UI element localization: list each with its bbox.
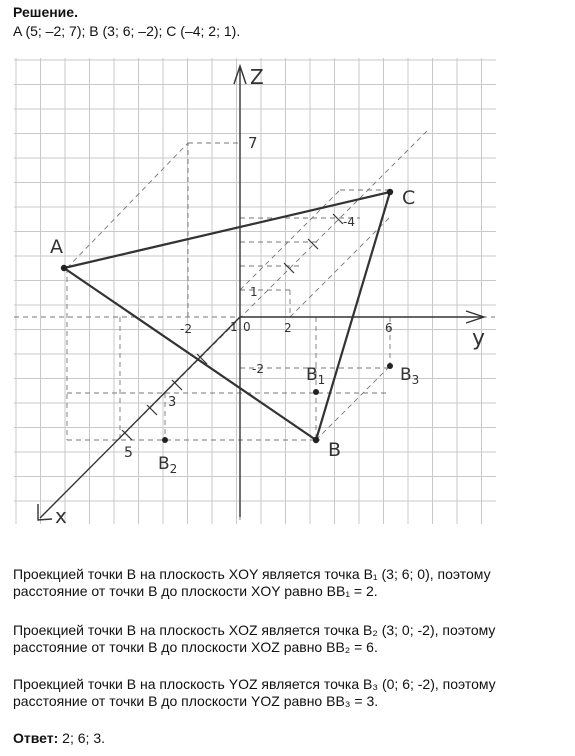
- solution-heading: Решение.: [13, 4, 78, 20]
- given-points: A (5; –2; 7); B (3; 6; –2); C (–4; 2; 1).: [13, 23, 241, 39]
- answer-label: Ответ:: [13, 730, 59, 746]
- paragraph-xoy-line2: расстояние от точки B до плоскости XOY равно BB₁ = 2.: [13, 583, 378, 599]
- tick-origin: 0: [243, 320, 251, 334]
- point-a: [61, 265, 67, 271]
- paragraph-yoz: [13, 676, 568, 710]
- label-b2: $B_2$: [158, 454, 178, 476]
- paragraph-xoz-line2: расстояние от точки B до плоскости XOZ равно BB₂ = 6.: [13, 639, 378, 655]
- paragraph-xoy: [13, 566, 568, 600]
- tick-one: 1: [230, 320, 238, 334]
- paragraph-xoz-line1: Проекцией точки B на плоскость XOZ является точка B₂ (3; 0; -2), поэтому: [13, 622, 496, 638]
- paragraph-xoz: [13, 622, 568, 656]
- point-b3: [387, 363, 393, 369]
- tick-xneg4: -4: [343, 215, 355, 229]
- construction-lines: [14, 128, 495, 520]
- z-axis-label: Z: [250, 65, 264, 89]
- tick-yneg2: -2: [180, 322, 192, 336]
- paragraph-yoz-line2: расстояние от точки B до плоскости YOZ равно BB₃ = 3.: [13, 693, 379, 709]
- label-b: B: [328, 439, 342, 461]
- tick-zneg2: -2: [252, 362, 264, 376]
- paragraph-yoz-line1: Проекцией точки B на плоскость YOZ является точка B₃ (0; 6; -2), поэтому: [13, 676, 496, 692]
- tick-z1: 1: [250, 285, 258, 299]
- tick-y2: 2: [284, 321, 292, 335]
- x-axis: [40, 317, 240, 518]
- tick-y6: 6: [385, 321, 393, 335]
- tick-x3: 3: [168, 395, 177, 410]
- answer: [13, 730, 105, 746]
- answer-value: 2; 6; 3.: [58, 730, 105, 746]
- point-b: [313, 437, 319, 443]
- x-axis-label: x: [55, 504, 67, 528]
- coordinate-figure: [0, 46, 575, 536]
- point-b1: [313, 389, 319, 395]
- y-axis-label: y: [472, 326, 486, 351]
- label-a: A: [50, 236, 63, 258]
- paragraph-xoy-line1: Проекцией точки B на плоскость XOY является точка B₁ (3; 6; 0), поэтому: [13, 566, 491, 582]
- side-ac: [64, 192, 390, 268]
- point-b2: [162, 437, 168, 443]
- label-b1: $B_1$: [306, 365, 326, 387]
- label-c: C: [402, 187, 416, 209]
- point-c: [387, 189, 393, 195]
- tick-x5: 5: [124, 445, 133, 461]
- tick-z7: 7: [248, 134, 258, 152]
- label-b3: $B_3$: [400, 365, 420, 387]
